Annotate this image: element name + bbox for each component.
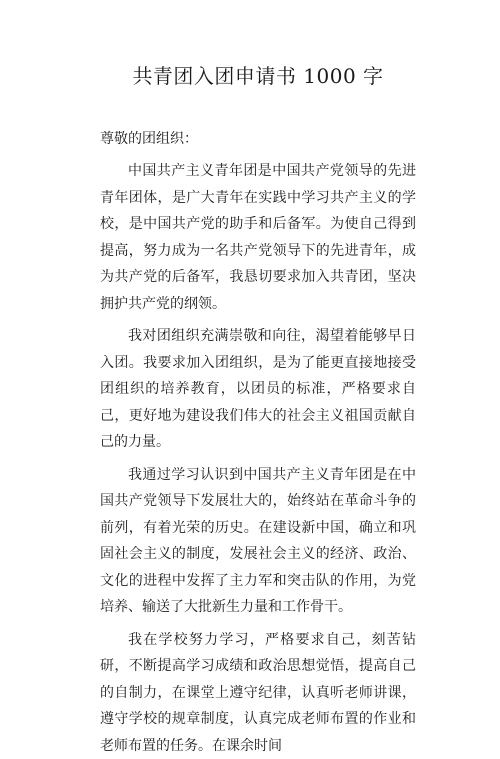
paragraph-3: 我通过学习认识到中国共产主义青年团是在中国共产党领导下发展壮大的，始终站在革命斗争的前列，有着光荣的历史。在建设新中国，确立和巩固社会主义的制度，发展社会主义的经济、政治、文化的进程中发挥了主力军和突击队的作用，为党培养、输送了大批新生力量和工作骨干。 (100, 462, 416, 621)
salutation: 尊敬的团组织： (100, 128, 416, 150)
paragraph-1: 中国共产主义青年团是中国共产党领导的先进青年团体，是广大青年在实践中学习共产主义的学校，是中国共产党的助手和后备军。为使自己得到提高，努力成为一名共产党领导下的先进青年，成为共产党的后备军，我恳切要求加入共青团，坚决拥护共产党的纲领。 (100, 158, 416, 317)
paragraph-2: 我对团组织充满崇敬和向往，渴望着能够早日入团。我要求加入团组织，是为了能更直接地接受团组织的培养教育，以团员的标准，严格要求自己，更好地为建设我们伟大的社会主义祖国贡献自己的力量。 (100, 323, 416, 456)
paragraph-4: 我在学校努力学习，严格要求自己，刻苦钻研，不断提高学习成绩和政治思想觉悟，提高自己的自制力，在课堂上遵守纪律，认真听老师讲课，遵守学校的规章制度，认真完成老师布置的作业和老师布置的任务。在课余时间 (100, 627, 416, 759)
document-title: 共青团入团申请书 1000 字 (100, 62, 416, 90)
